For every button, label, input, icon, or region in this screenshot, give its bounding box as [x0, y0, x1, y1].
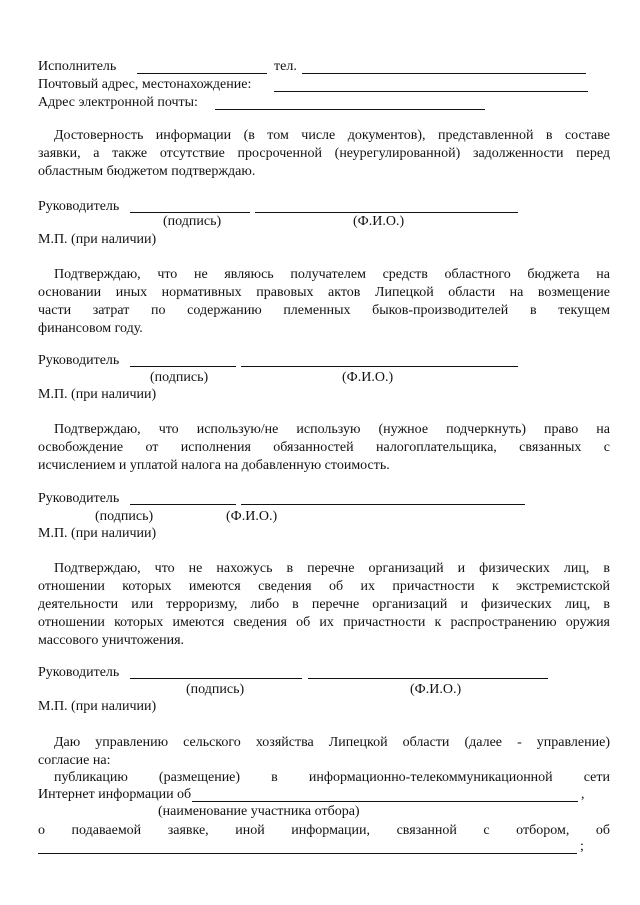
consent-line: согласие на:: [38, 753, 111, 768]
statement-line: Подтверждаю, что не являюсь получателем средств областного бюджета на: [54, 267, 610, 282]
statement-line: исчислением и уплатой налога на добавленную стоимость.: [38, 458, 390, 473]
seal-label: М.П. (при наличии): [38, 387, 157, 402]
name-caption: (Ф.И.О.): [353, 214, 405, 229]
signature-caption: (подпись): [186, 682, 245, 697]
signature-caption: (подпись): [150, 370, 209, 385]
head-label: Руководитель: [38, 665, 120, 680]
statement-line: Подтверждаю, что использую/не использую (нужное подчеркнуть) право на: [54, 422, 610, 437]
name-caption: (Ф.И.О.): [226, 509, 278, 524]
statement-line: основании иных нормативных правовых актов Липецкой области на возмещение: [38, 285, 610, 300]
statement-line: Подтверждаю, что не нахожусь в перечне организаций и физических лиц, в: [54, 561, 610, 576]
participant-name-caption: (наименование участника отбора): [158, 804, 360, 819]
executor-label: Исполнитель: [38, 59, 117, 74]
consent-line: Даю управлению сельского хозяйства Липецкой области (далее - управление): [54, 735, 610, 750]
email-field-line: [215, 109, 485, 110]
statement-line: финансовом году.: [38, 321, 143, 336]
participant-name-line: [192, 801, 578, 802]
postal-address-field-line: [274, 91, 588, 92]
name-line: [308, 678, 548, 679]
statement-line: части затрат по содержанию племенных быков-производителей в текущем: [38, 303, 610, 318]
phone-label: тел.: [274, 59, 297, 74]
name-line: [241, 366, 518, 367]
head-label: Руководитель: [38, 199, 120, 214]
consent-line-comma: ,: [581, 787, 585, 802]
name-caption: (Ф.И.О.): [342, 370, 394, 385]
seal-label: М.П. (при наличии): [38, 232, 157, 247]
signature-line: [130, 678, 302, 679]
consent-info-line: [38, 853, 577, 854]
statement-line: освобождение от исполнения обязанностей налогоплательщика, связанных с: [38, 440, 610, 455]
consent-line: о подаваемой заявке, иной информации, связанной с отбором, об: [38, 823, 610, 838]
seal-label: М.П. (при наличии): [38, 699, 157, 714]
phone-field-line: [302, 73, 586, 74]
statement-line: Достоверность информации (в том числе документов), представленной в составе: [54, 128, 610, 143]
seal-label: М.П. (при наличии): [38, 526, 157, 541]
name-caption: (Ф.И.О.): [410, 682, 462, 697]
statement-line: отношении которых имеются сведения об их причастности к экстремистской: [38, 579, 610, 594]
executor-field-line: [137, 73, 267, 74]
consent-line: публикацию (размещение) в информационно-телекоммуникационной сети: [54, 770, 610, 785]
name-line: [241, 504, 525, 505]
head-label: Руководитель: [38, 491, 120, 506]
head-label: Руководитель: [38, 353, 120, 368]
statement-line: массового уничтожения.: [38, 633, 185, 648]
postal-address-label: Почтовый адрес, местонахождение:: [38, 77, 252, 92]
statement-line: отношении которых имеются сведения об их причастности к распространению оружия: [38, 615, 610, 630]
statement-line: деятельности или терроризму, либо в перечне организаций и физических лиц, в: [38, 597, 610, 612]
statement-line: заявки, а также отсутствие просроченной (неурегулированной) задолженности перед: [38, 146, 610, 161]
signature-caption: (подпись): [95, 509, 154, 524]
signature-line: [130, 366, 236, 367]
consent-line-semicolon: ;: [580, 839, 584, 854]
statement-line: областным бюджетом подтверждаю.: [38, 164, 256, 179]
signature-line: [130, 504, 236, 505]
consent-line: Интернет информации об: [38, 787, 192, 802]
signature-caption: (подпись): [163, 214, 222, 229]
email-label: Адрес электронной почты:: [38, 95, 198, 110]
